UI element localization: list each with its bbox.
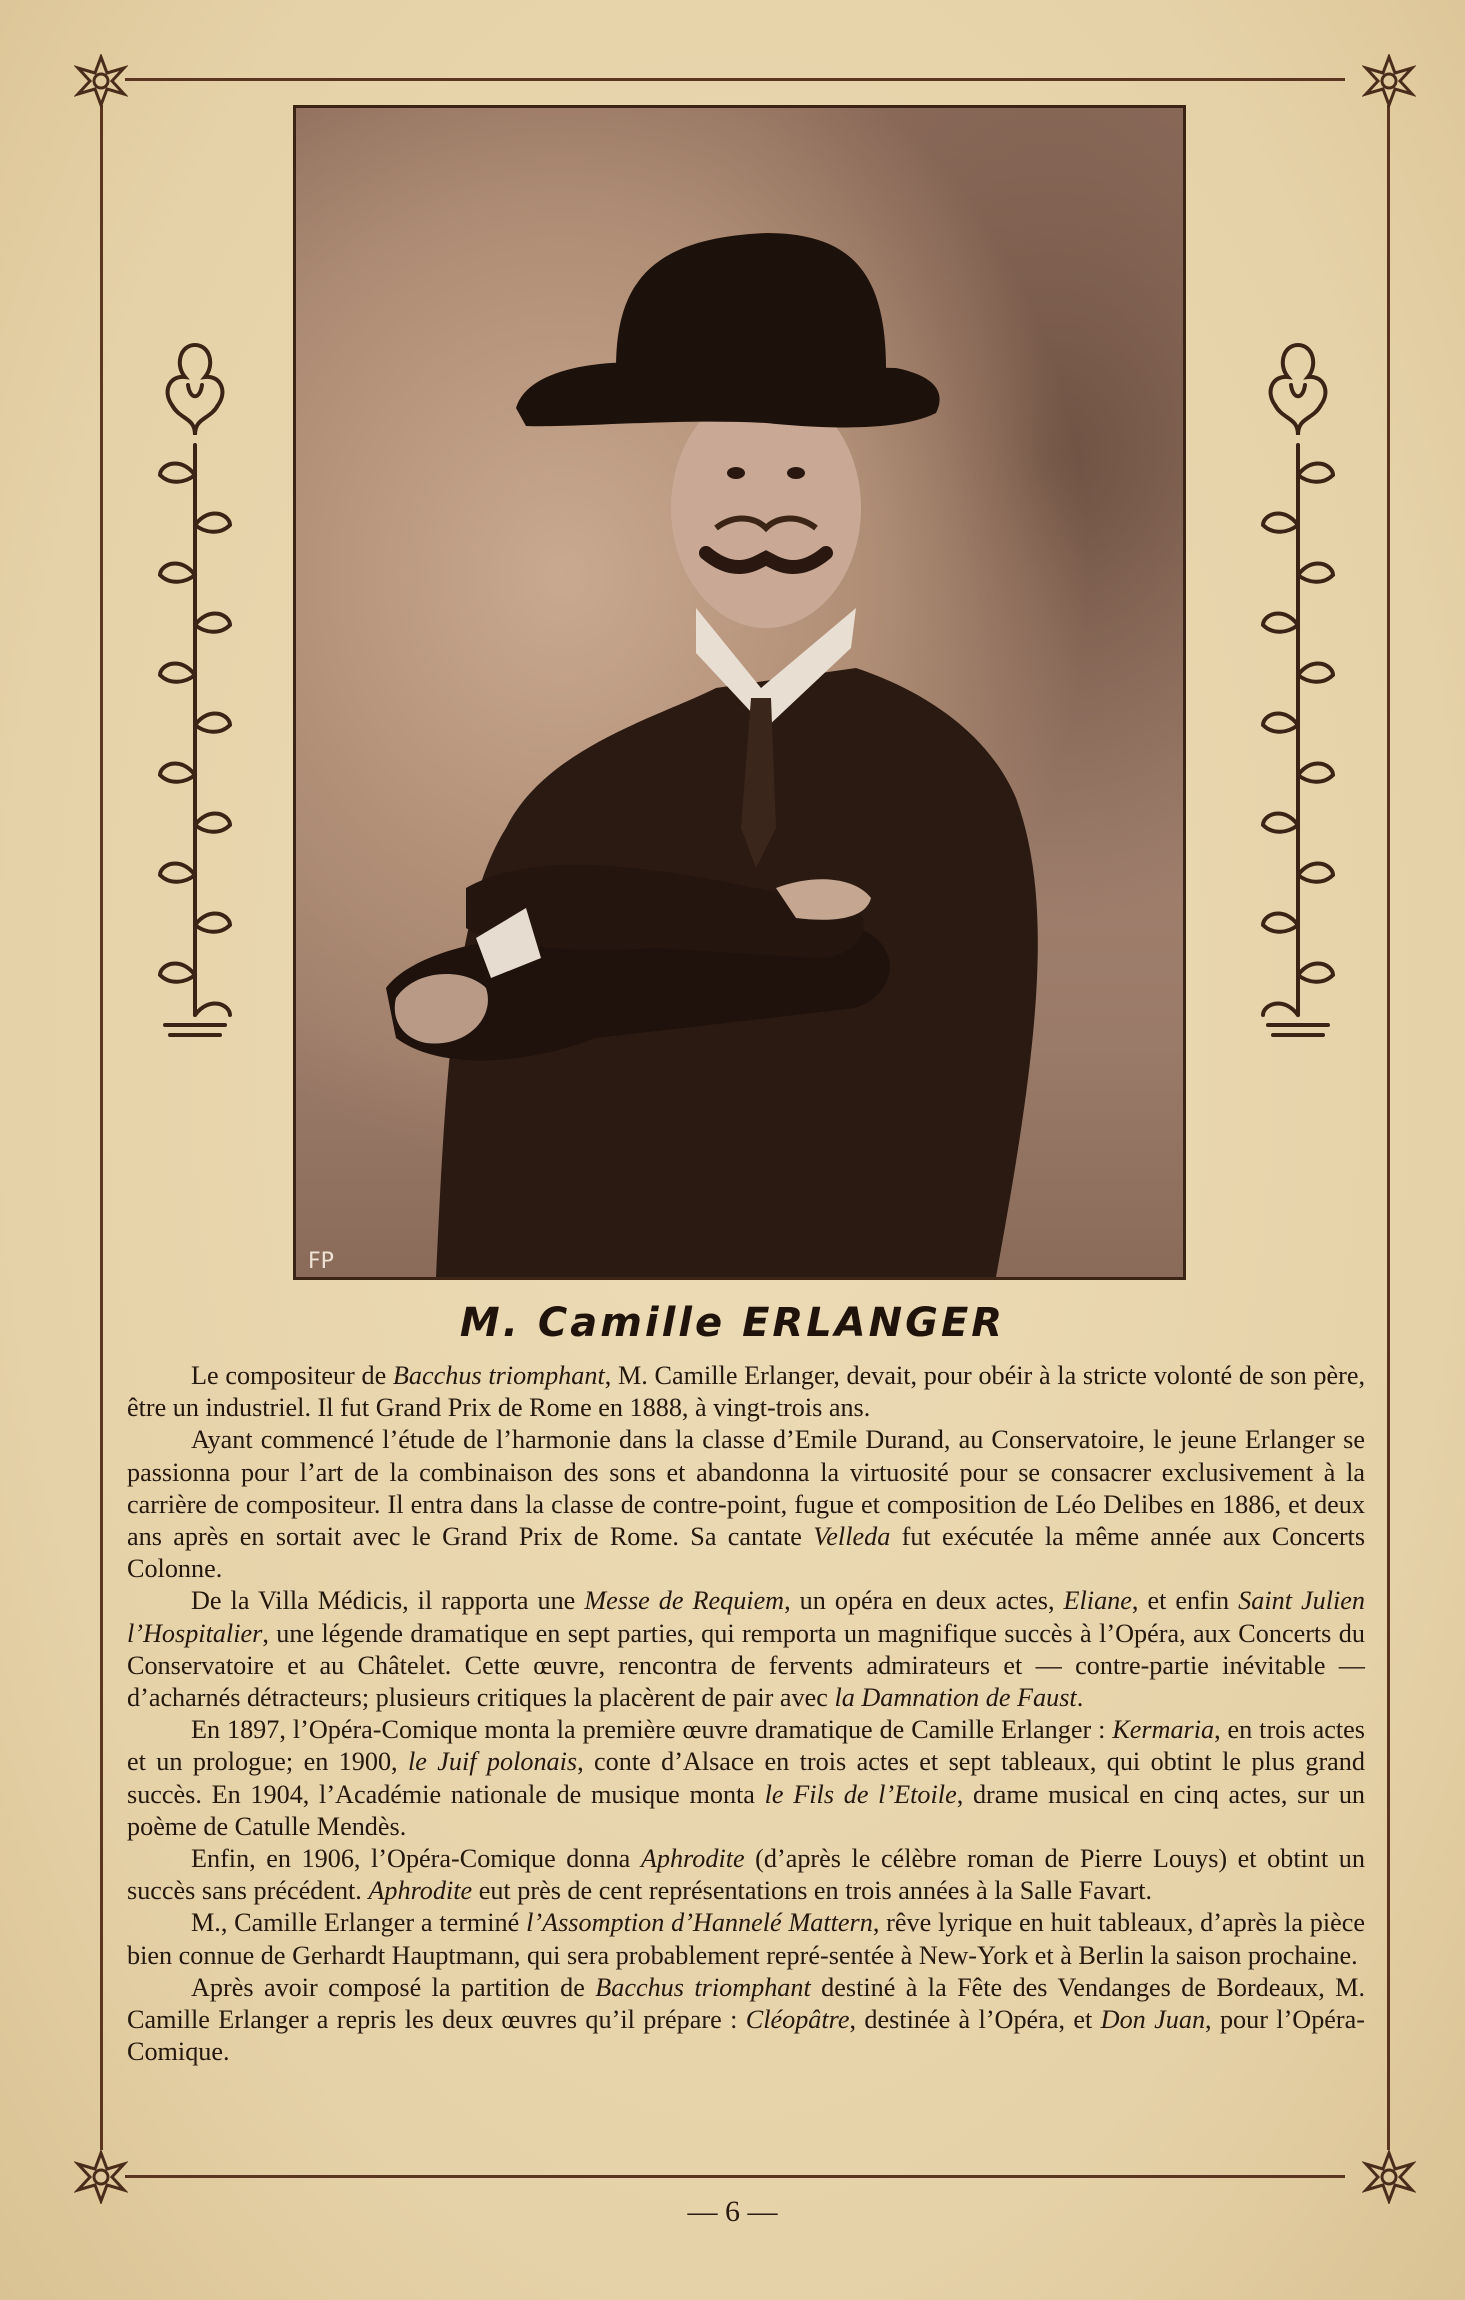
flower-vine-ornament-right — [1243, 325, 1353, 1045]
text-run: , une légende dramatique en sept parties, qui remporta un magnifique succès à l’Opéra, aux Concerts du Conservatoire et au Châtelet. Cette œuvre, rencontra de fervents admirateurs et — contre-partie inévitable — d’acharnés détracteurs; plusieurs critiques la placèrent de pair avec — [127, 1618, 1365, 1713]
page-number: — 6 — — [687, 2195, 778, 2228]
text-run: M., Camille Erlanger a terminé — [191, 1908, 527, 1938]
frame-bottom-rule — [125, 2175, 1345, 2178]
text-run: , rêve lyrique en huit tableaux, d’après la pièce bien connue de Gerhardt Hauptmann, qui sera probablement repré-sentée à New-York et à Berlin la saison prochaine. — [127, 1908, 1365, 1970]
text-run: Enfin, en 1906, l’Opéra-Comique donna — [191, 1844, 641, 1874]
italic-title: Bacchus triomphant — [595, 1972, 811, 2002]
text-run: (d’après le célèbre roman de Pierre Louys) et obtint un succès sans précédent. — [127, 1844, 1365, 1906]
text-run: , et enfin — [1131, 1586, 1239, 1616]
text-run: Ayant commencé l’étude de l’harmonie dans la classe d’Emile Durand, au Conservatoire, le jeune Erlanger se passionna pour l’art de la combinaison des sons et abandonna la virtuosité pour se consacrer exclusivement à la carrière de compositeur. Il entra dans la classe de contre-point, fugue et composition de Léo Delibes en 1886, et deux ans après en sortait avec le Grand Prix de Rome. Sa cantate — [127, 1425, 1365, 1552]
text-run: , un opéra en deux actes, — [784, 1586, 1064, 1616]
italic-title: le Juif polonais — [407, 1747, 578, 1777]
italic-title: Saint Julien l’Hospitalier — [127, 1586, 1365, 1648]
article-paragraph — [127, 1843, 1365, 1907]
article-body — [127, 1360, 1365, 2068]
text-run: Après avoir composé la partition de — [191, 1972, 596, 2002]
text-run: fut exécutée la même année aux Concerts Colonne. — [127, 1522, 1366, 1584]
article-paragraph — [127, 1714, 1365, 1843]
italic-title: Bacchus triomphant — [392, 1361, 605, 1390]
italic-title: Kermaria — [1112, 1715, 1215, 1745]
text-run: De la Villa Médicis, il rapporta une — [191, 1586, 585, 1616]
italic-title: Eliane — [1063, 1586, 1132, 1616]
frame-top-rule — [125, 78, 1345, 81]
italic-title: la Damnation de Faust — [834, 1683, 1077, 1713]
italic-title: Messe de Requiem — [584, 1586, 785, 1616]
portrait-figure — [296, 108, 1183, 1277]
text-run: . — [1076, 1683, 1084, 1713]
article-paragraph — [127, 1424, 1365, 1585]
flower-vine-ornament-left — [140, 325, 250, 1045]
photographer-mark: FP — [308, 1249, 334, 1274]
italic-title: Aphrodite — [640, 1844, 745, 1874]
text-run: Le compositeur de — [191, 1361, 393, 1390]
frame-right-rule — [1387, 105, 1390, 2150]
article-paragraph — [127, 1907, 1365, 1971]
text-run: , en trois actes et un prologue; en 1900, — [127, 1715, 1365, 1777]
ornamental-star-icon — [1362, 54, 1416, 108]
italic-title: Aphrodite — [368, 1876, 473, 1906]
italic-title: Velleda — [813, 1522, 891, 1552]
article-paragraph — [127, 1360, 1365, 1424]
text-run: eut près de cent représentations en trois années à la Salle Favart. — [472, 1876, 1153, 1906]
portrait-photo — [293, 105, 1186, 1280]
text-run: , M. Camille Erlanger, devait, pour obéir à la stricte volonté de son père, être un industriel. Il fut Grand Prix de Rome en 1888, à vingt-trois ans. — [127, 1361, 1365, 1423]
text-run: , pour l’Opéra-Comique. — [127, 2005, 1365, 2067]
italic-title: Don Juan — [1100, 2005, 1206, 2035]
frame-left-rule — [100, 105, 103, 2150]
text-run: , conte d’Alsace en trois actes et sept tableaux, qui obtint le plus grand succès. En 1904, l’Académie nationale de musique monta — [127, 1747, 1365, 1809]
italic-title: Cléopâtre — [745, 2005, 850, 2035]
ornamental-star-icon — [74, 54, 128, 108]
text-run: En 1897, l’Opéra-Comique monta la première œuvre dramatique de Camille Erlanger : — [191, 1715, 1113, 1745]
text-run: , drame musical en cinq actes, sur un poème de Catulle Mendès. — [127, 1779, 1366, 1841]
italic-title: le Fils de l’Etoile — [764, 1779, 957, 1809]
article-paragraph — [127, 1585, 1365, 1714]
italic-title: l’Assomption d’Hannelé Mattern — [526, 1908, 873, 1938]
text-run: , destinée à l’Opéra, et — [849, 2005, 1101, 2035]
page-title: M. Camille ERLANGER — [459, 1300, 1006, 1346]
article-paragraph — [127, 1972, 1365, 2069]
text-run: destiné à la Fête des Vendanges de Bordeaux, M. Camille Erlanger a repris les deux œuvres qu’il prépare : — [127, 1972, 1365, 2035]
